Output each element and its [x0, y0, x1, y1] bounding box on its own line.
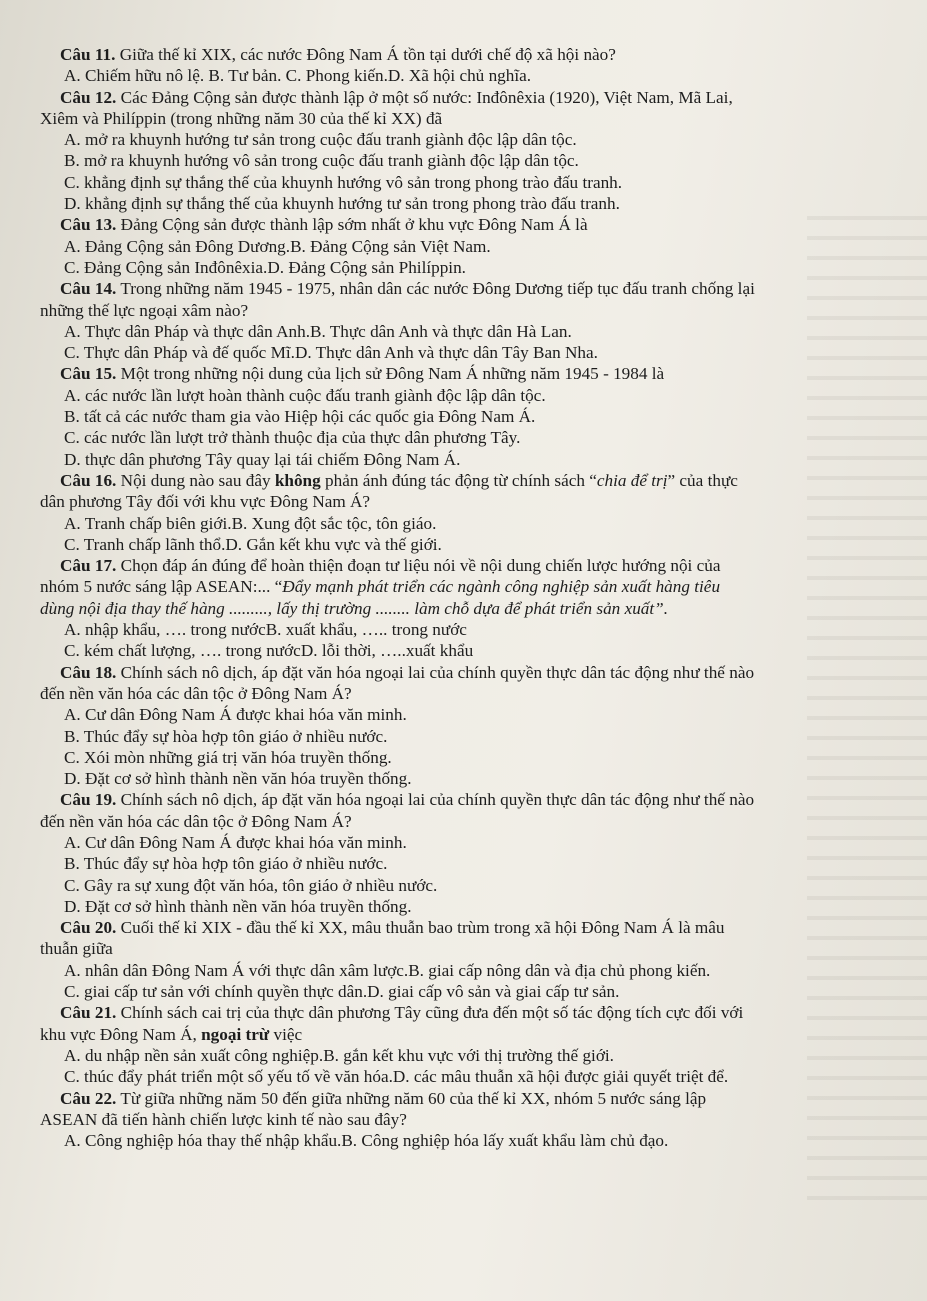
- question-line: [40, 1088, 900, 1109]
- question-line: [40, 555, 900, 576]
- question-text: Giữa thế kỉ XIX, các nước Đông Nam Á tồn tại dưới chế độ xã hội nào?: [115, 45, 616, 64]
- question-text: Từ giữa những năm 50 đến giữa những năm 60 của thế kỉ XX, nhóm 5 nước sáng lập: [116, 1088, 707, 1108]
- quiz-content: [40, 44, 900, 1151]
- question-number: Câu 19.: [60, 790, 117, 810]
- question-number: Câu 22.: [60, 1088, 117, 1108]
- question-continuation: đến nền văn hóa các dân tộc ở Đông Nam Á?: [40, 683, 352, 703]
- question-line: [40, 44, 900, 65]
- question-number: Câu 20.: [60, 918, 117, 938]
- question-number: Câu 21.: [60, 1003, 117, 1023]
- question-line: [40, 214, 900, 235]
- question-text: Một trong những nội dung của lịch sử Đông Nam Á những năm 1945 - 1984 là: [116, 364, 665, 384]
- answer-option: D. Đặt cơ sở hình thành nền văn hóa truyền thống.: [64, 896, 412, 916]
- answer-option: A. Tranh chấp biên giới.B. Xung đột sắc tộc, tôn giáo.: [64, 513, 437, 533]
- answer-option: D. Đặt cơ sở hình thành nền văn hóa truyền thống.: [64, 769, 412, 789]
- question-continuation: nhóm 5 nước sáng lập ASEAN:... “Đẩy mạnh phát triển các ngành công nghiệp sản xuất hàng tiêu: [40, 577, 721, 597]
- question-number: Câu 15.: [60, 364, 117, 384]
- answer-option: C. Thực dân Pháp và đế quốc Mĩ.D. Thực dân Anh và thực dân Tây Ban Nha.: [64, 343, 598, 363]
- question-continuation: ASEAN đã tiến hành chiến lược kinh tế nào sau đây?: [40, 1109, 407, 1129]
- question-line: [40, 1002, 900, 1023]
- question-text: Cuối thế kỉ XIX - đầu thế kỉ XX, mâu thuẫn bao trùm trong xã hội Đông Nam Á là mâu: [116, 918, 725, 938]
- question-text: Chọn đáp án đúng để hoàn thiện đoạn tư liệu nói về nội dung chiến lược hướng nội của: [116, 556, 721, 576]
- answer-option: C. Gây ra sự xung đột văn hóa, tôn giáo ở nhiều nước.: [64, 875, 438, 895]
- question-text: Đảng Cộng sản được thành lập sớm nhất ở khu vực Đông Nam Á là: [116, 215, 588, 235]
- question-number: Câu 17.: [60, 556, 117, 576]
- question-text: Chính sách cai trị của thực dân phương Tây cũng đưa đến một số tác động tích cực đối với: [116, 1003, 744, 1023]
- answer-option: A. nhân dân Đông Nam Á với thực dân xâm lược.B. giai cấp nông dân và địa chủ phong kiến.: [64, 960, 711, 980]
- answer-option: A. các nước lần lượt hoàn thành cuộc đấu tranh giành độc lập dân tộc.: [64, 385, 546, 405]
- question-text: Các Đảng Cộng sản được thành lập ở một số nước: Inđônêxia (1920), Việt Nam, Mã Lai,: [116, 87, 733, 107]
- answer-option: C. khẳng định sự thắng thế của khuynh hướng vô sản trong phong trào đấu tranh.: [64, 172, 623, 192]
- answer-option: B. Thúc đẩy sự hòa hợp tôn giáo ở nhiều nước.: [64, 726, 388, 746]
- question-line: Câu 16. Nội dung nào sau đây không phản ánh đúng tác động từ chính sách “chia để trị” của thực: [60, 470, 738, 490]
- answer-option: A. Cư dân Đông Nam Á được khai hóa văn minh.: [64, 832, 407, 852]
- question-line: [40, 917, 900, 938]
- question-continuation: những thế lực ngoại xâm nào?: [40, 300, 249, 320]
- question-number: Câu 18.: [60, 662, 117, 682]
- answer-option: A. mở ra khuynh hướng tư sản trong cuộc đấu tranh giành độc lập dân tộc.: [64, 130, 577, 150]
- question-line: [40, 789, 900, 810]
- question-number: Câu 12.: [60, 87, 117, 107]
- answer-option: C. kém chất lượng, …. trong nướcD. lỗi thời, …..xuất khẩu: [64, 641, 474, 661]
- question-number: Câu 11.: [60, 45, 116, 64]
- answer-option: C. giai cấp tư sản với chính quyền thực dân.D. giai cấp vô sản và giai cấp tư sản.: [64, 982, 620, 1002]
- question-line: [40, 87, 900, 108]
- answer-option: C. Tranh chấp lãnh thổ.D. Gắn kết khu vực và thế giới.: [64, 534, 442, 554]
- answer-option: D. khẳng định sự thắng thế của khuynh hướng tư sản trong phong trào đấu tranh.: [64, 194, 620, 214]
- answer-option: A. du nhập nền sản xuất công nghiệp.B. gắn kết khu vực với thị trường thế giới.: [64, 1045, 614, 1065]
- question-continuation: khu vực Đông Nam Á, ngoại trừ việc: [40, 1024, 303, 1044]
- answer-option: A. Công nghiệp hóa thay thế nhập khẩu.B. Công nghiệp hóa lấy xuất khẩu làm chủ đạo.: [64, 1131, 669, 1151]
- answer-option: A. Đảng Cộng sản Đông Dương.B. Đảng Cộng sản Việt Nam.: [64, 236, 491, 256]
- answer-option: A. Chiếm hữu nô lệ. B. Tư bản. C. Phong kiến.D. Xã hội chủ nghĩa.: [64, 66, 532, 86]
- answer-option: B. tất cả các nước tham gia vào Hiệp hội các quốc gia Đông Nam Á.: [64, 407, 536, 427]
- question-text: Chính sách nô dịch, áp đặt văn hóa ngoại lai của chính quyền thực dân tác động như thế nào: [116, 790, 755, 810]
- question-text: Trong những năm 1945 - 1975, nhân dân các nước Đông Dương tiếp tục đấu tranh chống lại: [116, 279, 755, 299]
- question-continuation: dân phương Tây đối với khu vực Đông Nam Á?: [40, 492, 371, 512]
- answer-option: C. Xói mòn những giá trị văn hóa truyền thống.: [64, 747, 392, 767]
- question-line: [40, 278, 900, 299]
- question-continuation: đến nền văn hóa các dân tộc ở Đông Nam Á?: [40, 811, 352, 831]
- answer-option: C. thúc đẩy phát triển một số yếu tố về văn hóa.D. các mâu thuẫn xã hội được giải quyết triệt để.: [64, 1067, 729, 1087]
- question-number: Câu 13.: [60, 215, 117, 235]
- question-continuation: thuẫn giữa: [40, 939, 113, 959]
- answer-option: C. Đảng Cộng sản Inđônêxia.D. Đảng Cộng sản Philíppin.: [64, 257, 466, 277]
- question-continuation: Xiêm và Philíppin (trong những năm 30 của thế kỉ XX) đã: [40, 108, 443, 128]
- answer-option: C. các nước lần lượt trở thành thuộc địa của thực dân phương Tây.: [64, 428, 521, 448]
- answer-option: D. thực dân phương Tây quay lại tái chiếm Đông Nam Á.: [64, 449, 461, 469]
- question-continuation: dùng nội địa thay thế hàng ........., lấy thị trường ........ làm chỗ dựa để phát triển sản xuất”.: [40, 598, 669, 618]
- question-text: Chính sách nô dịch, áp đặt văn hóa ngoại lai của chính quyền thực dân tác động như thế nào: [116, 662, 755, 682]
- question-number: Câu 14.: [60, 279, 117, 299]
- answer-option: A. Cư dân Đông Nam Á được khai hóa văn minh.: [64, 705, 407, 725]
- answer-option: B. Thúc đẩy sự hòa hợp tôn giáo ở nhiều nước.: [64, 854, 388, 874]
- question-line: [40, 363, 900, 384]
- answer-option: A. Thực dân Pháp và thực dân Anh.B. Thực dân Anh và thực dân Hà Lan.: [64, 321, 572, 341]
- answer-option: B. mở ra khuynh hướng vô sản trong cuộc đấu tranh giành độc lập dân tộc.: [64, 151, 579, 171]
- question-line: [40, 662, 900, 683]
- answer-option: A. nhập khẩu, …. trong nướcB. xuất khẩu, ….. trong nước: [64, 620, 467, 640]
